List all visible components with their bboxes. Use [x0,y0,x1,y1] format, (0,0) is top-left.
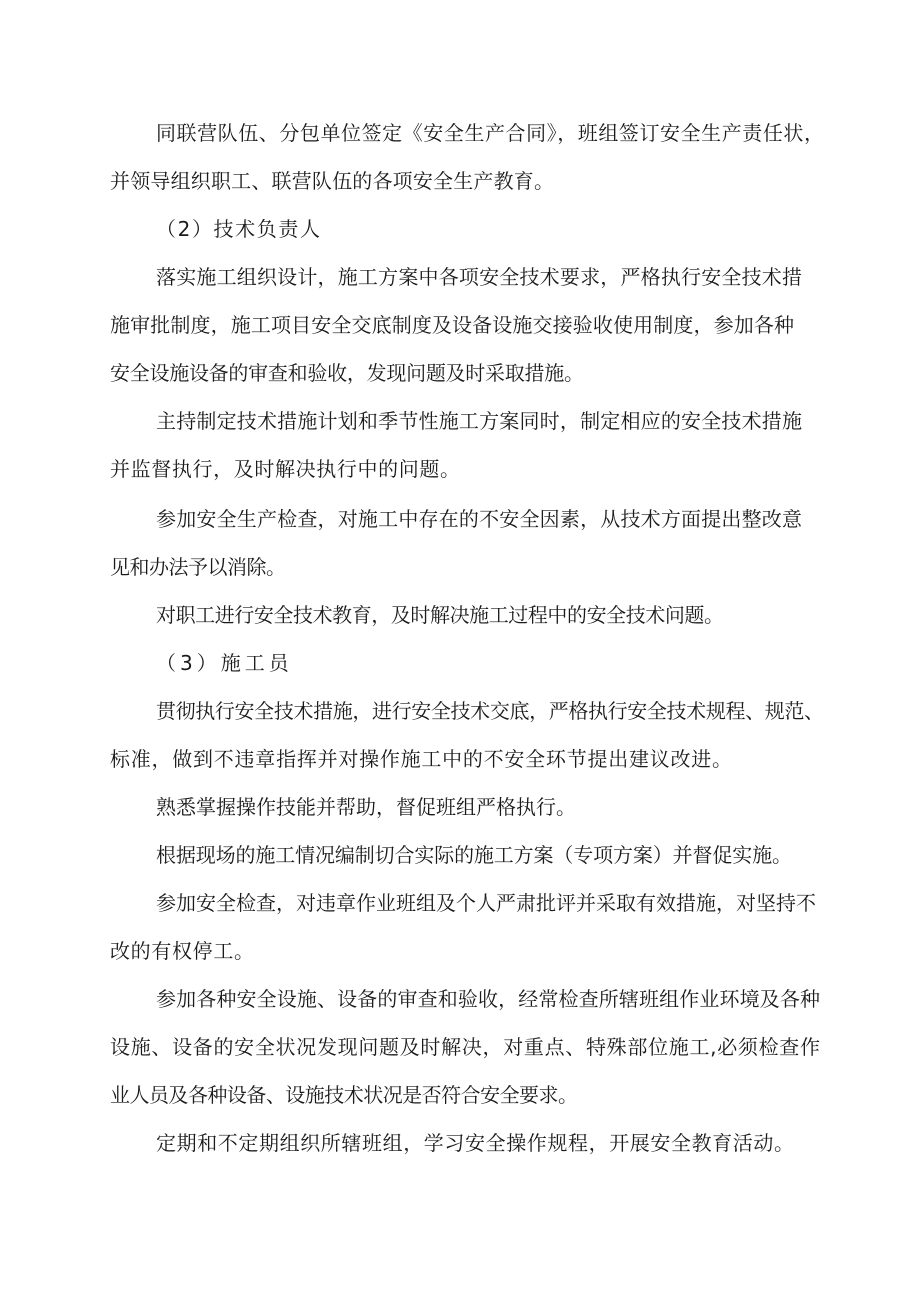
text-line: 施审批制度，施工项目安全交底制度及设备设施交接验收使用制度，参加各种 [110,313,795,337]
text-line: 参加安全检查，对违章作业班组及个人严肃批评并采取有效措施，对坚持不 [156,891,816,915]
text-line: 参加各种安全设施、设备的审查和验收，经常检查所辖班组作业环境及各种 [156,987,821,1011]
text-line: 落实施工组织设计，施工方案中各项安全技术要求，严格执行安全技术措 [156,265,803,289]
text-line: 见和办法予以消除。 [110,555,286,579]
text-line: 定期和不定期组织所辖班组，学习安全操作规程，开展安全教育活动。 [156,1131,795,1155]
text-line: 根据现场的施工情况编制切合实际的施工方案（专项方案）并督促实施。 [156,843,792,867]
section-heading: （2）技术负责人 [156,217,322,241]
text-line: 并领导组织职工、联营队伍的各项安全生产教育。 [110,169,555,193]
text-line: 标准，做到不违章指挥并对操作施工中的不安全环节提出建议改进。 [110,747,733,771]
section-heading: （3）施工员 [156,651,293,675]
text-line: 设施、设备的安全状况发现问题及时解决，对重点、特殊部位施工,必须检查作 [110,1035,821,1059]
text-line: 参加安全生产检查，对施工中存在的不安全因素，从技术方面提出整改意 [156,507,803,531]
text-line: 熟悉掌握操作技能并帮助，督促班组严格执行。 [156,795,576,819]
text-line: 同联营队伍、分包单位签定《安全生产合同》，班组签订安全生产责任状， [156,121,825,145]
text-line: 业人员及各种设备、设施技术状况是否符合安全要求。 [110,1083,578,1107]
text-line: 主持制定技术措施计划和季节性施工方案同时，制定相应的安全技术措施 [156,409,803,433]
text-line: 改的有权停工。 [110,939,255,963]
text-line: 安全设施设备的审查和验收，发现问题及时采取措施。 [110,361,584,385]
text-line: 对职工进行安全技术教育，及时解决施工过程中的安全技术问题。 [156,603,724,627]
text-line: 并监督执行，及时解决执行中的问题。 [110,457,461,481]
text-line: 贯彻执行安全技术措施，进行安全技术交底，严格执行安全技术规程、规范、 [156,699,824,723]
